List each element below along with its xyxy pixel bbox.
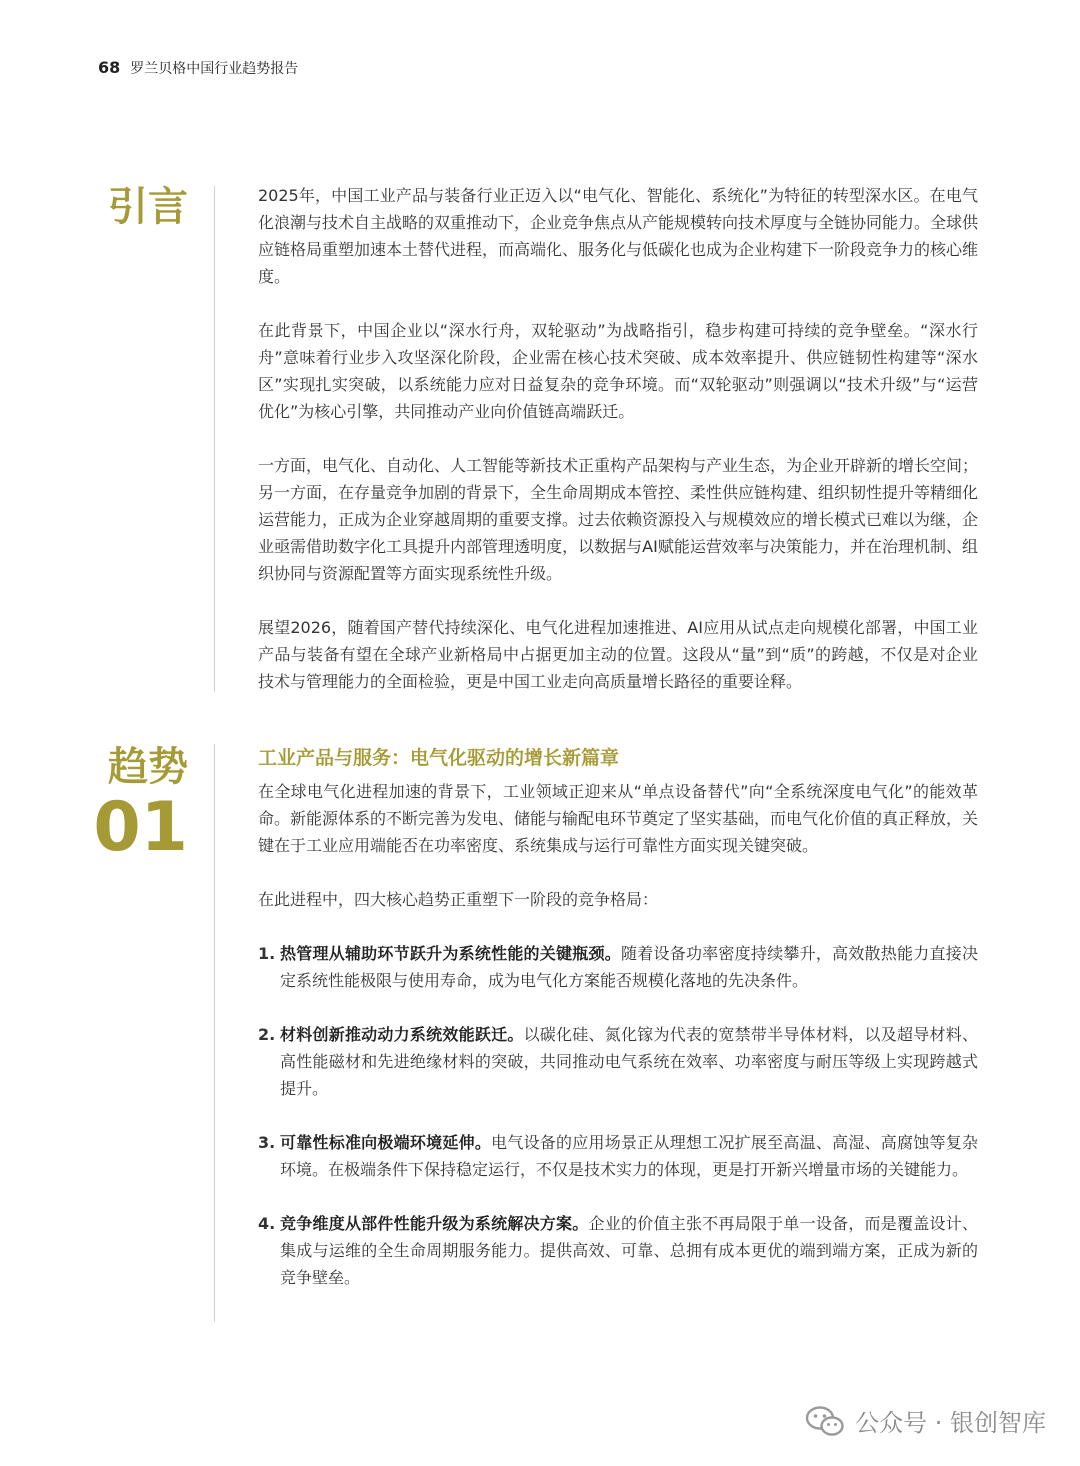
list-item [258, 940, 978, 994]
report-title: 罗兰贝格中国行业趋势报告 [130, 61, 299, 77]
list-item [258, 1210, 978, 1291]
list-item-text: 随着设备功率密度持续攀升，高效散热能力直接决定系统性能极限与使用寿命，成为电气化方案能否规模化落地的先决条件。 [280, 944, 978, 990]
watermark-text: 公众号 · 银创智库 [855, 1409, 1046, 1437]
list-item-text: 电气设备的应用场景正从理想工况扩展至高温、高湿、高腐蚀等复杂环境。在极端条件下保持稳定运行，不仅是技术实力的体现，更是打开新兴增量市场的关键能力。 [280, 1133, 978, 1179]
trend-heading: 工业产品与服务：电气化驱动的增长新篇章 [258, 747, 620, 769]
intro-paragraph: 一方面，电气化、自动化、人工智能等新技术正重构产品架构与产业生态，为企业开辟新的增长空间；另一方面，在存量竞争加剧的背景下，全生命周期成本管控、柔性供应链构建、组织韧性提升等精细化运营能力，正成为企业穿越周期的重要支撑。过去依赖资源投入与规模效应的增长模式已难以为继，企业亟需借助数字化工具提升内部管理透明度，以数据与AI赋能运营效率与决策能力，并在治理机制、组织协同与资源配置等方面实现系统性升级。 [258, 456, 979, 583]
trend-body [258, 744, 978, 1318]
watermark [805, 1403, 1046, 1438]
intro-paragraph: 在此背景下，中国企业以“深水行舟，双轮驱动”为战略指引，稳步构建可持续的竞争壁垒。“深水行舟”意味着行业步入攻坚深化阶段，企业需在核心技术突破、成本效率提升、供应链韧性构建等“深水区”实现扎实突破，以系统能力应对日益复杂的竞争环境。而“双轮驱动”则强调以“技术升级”与“运营优化”为核心引擎，共同推动产业向价值链高端跃迁。 [258, 321, 978, 421]
list-item-text: 以碳化硅、氮化镓为代表的宽禁带半导体材料，以及超导材料、高性能磁材和先进绝缘材料的突破，共同推动电气系统在效率、功率密度与耐压等级上实现跨越式提升。 [280, 1025, 978, 1098]
wechat-icon [805, 1405, 845, 1437]
intro-paragraph: 展望2026，随着国产替代持续深化、电气化进程加速推进、AI应用从试点走向规模化部署，中国工业产品与装备有望在全球产业新格局中占据更加主动的位置。这段从“量”到“质”的跨越，不仅是对企业技术与管理能力的全面检验，更是中国工业走向高质量增长路径的重要诠释。 [258, 618, 978, 691]
list-item [258, 1129, 978, 1183]
list-item-lead: 竞争维度从部件性能升级为系统解决方案。 [280, 1214, 589, 1233]
intro-label: 引言 [108, 184, 188, 230]
intro-paragraph: 2025年，中国工业产品与装备行业正迈入以“电气化、智能化、系统化”为特征的转型深水区。在电气化浪潮与技术自主战略的双重推动下，企业竞争焦点从产能规模转向技术厚度与全链协同能力。全球供应链格局重塑加速本土替代进程，而高端化、服务化与低碳化也成为企业构建下一阶段竞争力的核心维度。 [258, 186, 979, 286]
list-item-lead: 可靠性标准向极端环境延伸。 [280, 1133, 492, 1152]
trend-list [258, 940, 978, 1291]
list-item-lead: 热管理从辅助环节跃升为系统性能的关键瓶颈。 [280, 944, 621, 963]
list-index: 1. [258, 944, 276, 963]
page-number: 68 [98, 58, 121, 77]
trend-divider [214, 744, 215, 1322]
list-item-lead: 材料创新推动动力系统效能跃迁。 [280, 1025, 524, 1044]
trend-paragraph: 在全球电气化进程加速的背景下，工业领域正迎来从“单点设备替代”向“全系统深度电气化”的能效革命。新能源体系的不断完善为发电、储能与输配电环节奠定了坚实基础，而电气化价值的真正释放，关键在于工业应用端能否在功率密度、系统集成与运行可靠性方面实现关键突破。 [258, 782, 979, 855]
intro-body [258, 182, 978, 722]
intro-divider [214, 186, 215, 692]
page-header [98, 58, 298, 78]
trend-label: 趋势 [108, 744, 188, 790]
list-index: 2. [258, 1025, 276, 1044]
trend-paragraph: 在此进程中，四大核心趋势正重塑下一阶段的竞争格局： [258, 890, 659, 909]
list-item-text: 企业的价值主张不再局限于单一设备，而是覆盖设计、集成与运维的全生命周期服务能力。提供高效、可靠、总拥有成本更优的端到端方案，正成为新的竞争壁垒。 [280, 1214, 978, 1287]
trend-number: 01 [93, 788, 188, 867]
list-index: 3. [258, 1133, 276, 1152]
list-item [258, 1021, 978, 1102]
list-index: 4. [258, 1214, 276, 1233]
